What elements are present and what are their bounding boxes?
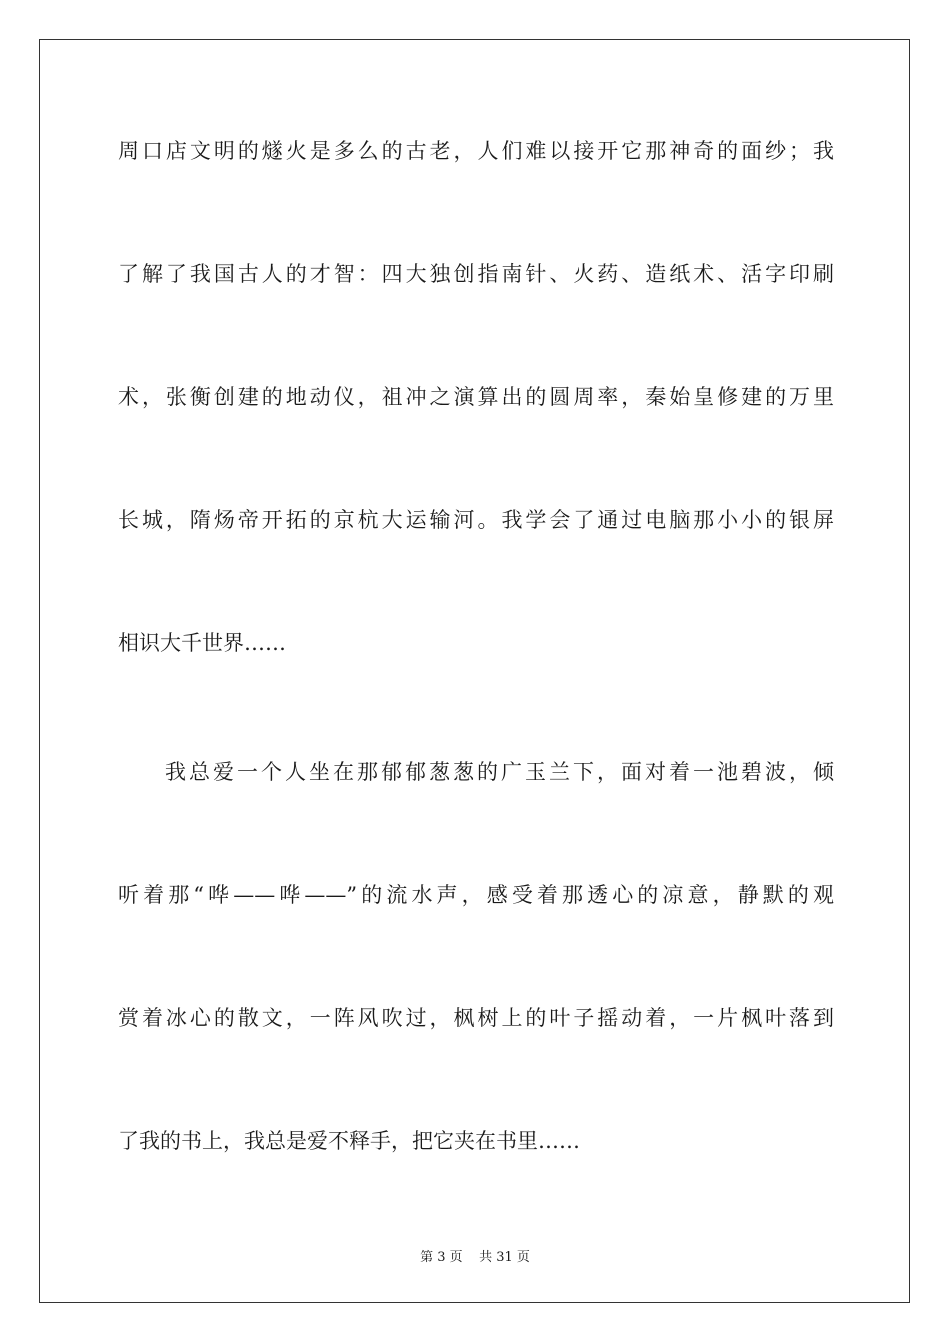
text-line: 我总爱一个人坐在那郁郁葱葱的广玉兰下，面对着一池碧波，倾 <box>165 760 834 784</box>
page-number-footer: 第 3 页 共 31 页 <box>420 1250 530 1265</box>
text-line: 术，张衡创建的地动仪，祖冲之演算出的圆周率，秦始皇修建的万里 <box>118 385 834 409</box>
text-line: 听着那“哗——哗——”的流水声，感受着那透心的凉意，静默的观 <box>118 883 834 907</box>
page-border <box>39 39 910 1303</box>
text-line: 赏着冰心的散文，一阵风吹过，枫树上的叶子摇动着，一片枫叶落到 <box>118 1006 834 1030</box>
text-line: 了我的书上，我总是爱不释手，把它夹在书里…… <box>118 1129 580 1153</box>
text-line: 相识大千世界…… <box>118 631 286 655</box>
text-line: 了解了我国古人的才智：四大独创指南针、火药、造纸术、活字印刷 <box>118 262 834 286</box>
text-line: 长城，隋炀帝开拓的京杭大运输河。我学会了通过电脑那小小的银屏 <box>118 508 834 532</box>
text-line: 周口店文明的燧火是多么的古老，人们难以接开它那神奇的面纱；我 <box>118 139 834 163</box>
